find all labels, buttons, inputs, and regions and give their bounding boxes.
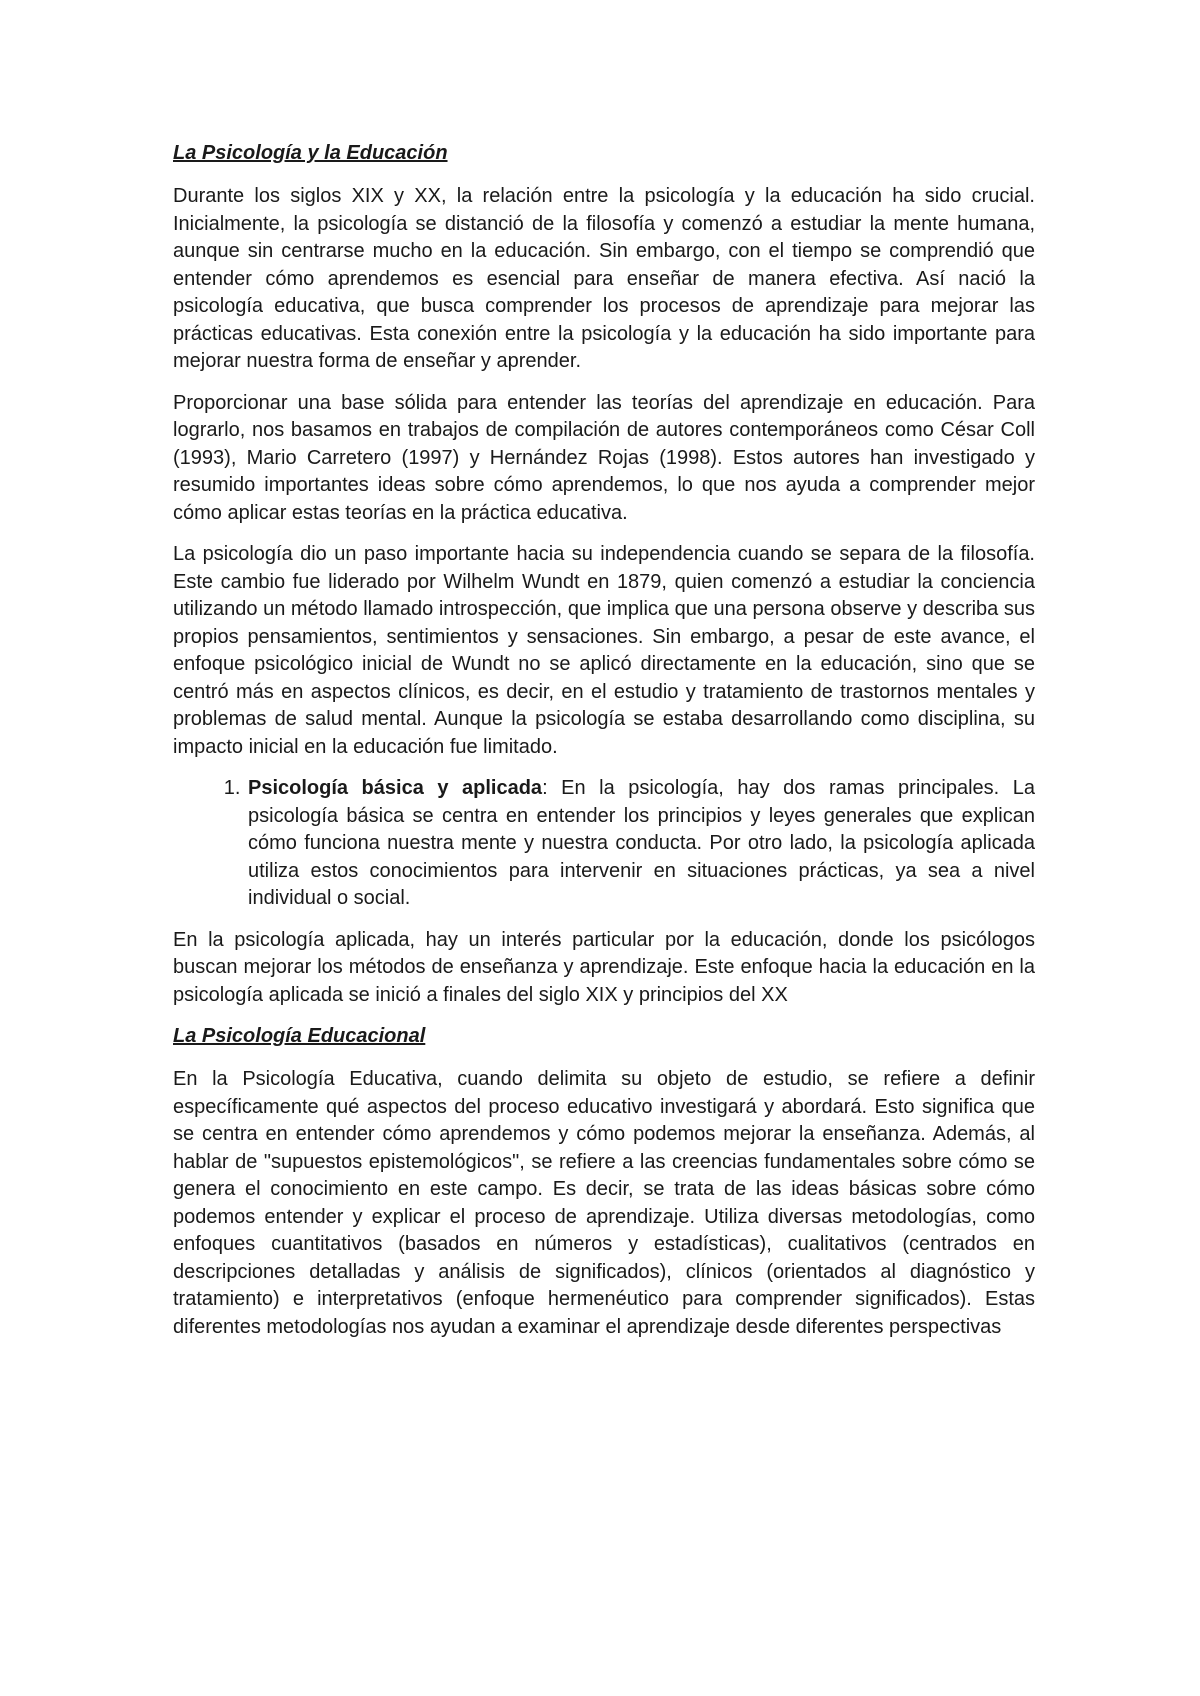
numbered-list — [173, 775, 1035, 913]
paragraph-base-solida: Proporcionar una base sólida para entender las teorías del aprendizaje en educación. Para lograrlo, nos basamos en trabajos de compilación de autores contemporáneos como César Coll (1993), Mario Carretero (1997) y Hernández Rojas (1998). Estos autores han investigado y resumido importantes ideas sobre cómo aprendemos, lo que nos ayuda a comprender mejor cómo aplicar estas teorías en la práctica educativa. — [173, 391, 1035, 524]
paragraph-intro: Durante los siglos XIX y XX, la relación entre la psicología y la educación ha sido crucial. Inicialmente, la psicología se distanció de la filosofía y comenzó a estudiar la mente humana, aunque sin centrarse mucho en la educación. Sin embargo, con el tiempo se comprendió que entender cómo aprendemos es esencial para enseñar de manera efectiva. Así nació la psicología educativa, que busca comprender los procesos de aprendizaje para mejorar las prácticas educativas. Esta conexión entre la psicología y la educación ha sido importante para mejorar nuestra forma de enseñar y aprender. — [173, 185, 1035, 372]
list-item-term: Psicología básica y aplicada — [248, 777, 543, 799]
list-item-text: : En la psicología, hay dos ramas principales. La psicología básica se centra en entender los principios y leyes generales que explican cómo funciona nuestra mente y nuestra conducta. Por otro lado, la psicología aplicada utiliza estos conocimientos para intervenir en situaciones prácticas, ya sea a nivel individual o social. — [248, 777, 1035, 909]
paragraph-psicologia-aplicada: En la psicología aplicada, hay un interés particular por la educación, donde los psicólogos buscan mejorar los métodos de enseñanza y aprendizaje. Este enfoque hacia la educación en la psicología aplicada se inició a finales del siglo XIX y principios del XX — [173, 928, 1035, 1006]
list-item — [246, 775, 1035, 913]
section-heading-psicologia-educacion: La Psicología y la Educación — [173, 142, 448, 164]
paragraph-psicologia-educativa: En la Psicología Educativa, cuando delimita su objeto de estudio, se refiere a definir específicamente qué aspectos del proceso educativo investigará y abordará. Esto significa que se centra en entender cómo aprendemos y cómo podemos mejorar la enseñanza. Además, al hablar de "supuestos epistemológicos", se refiere a las creencias fundamentales sobre cómo se genera el conocimiento en este campo. Es decir, se trata de las ideas básicas sobre cómo podemos entender y explicar el proceso de aprendizaje. Utiliza diversas metodologías, como enfoques cuantitativos (basados en números y estadísticas), cualitativos (centrados en descripciones detalladas y análisis de significados), clínicos (orientados al diagnóstico y tratamiento) e interpretativos (enfoque hermenéutico para comprender significados). Estas diferentes metodologías nos ayudan a examinar el aprendizaje desde diferentes perspectivas — [173, 1068, 1035, 1338]
section-heading-psicologia-educacional: La Psicología Educacional — [173, 1025, 426, 1047]
document-page — [173, 140, 1035, 1355]
paragraph-wundt: La psicología dio un paso importante hacia su independencia cuando se separa de la filosofía. Este cambio fue liderado por Wilhelm Wundt en 1879, quien comenzó a estudiar la conciencia utilizando un método llamado introspección, que implica que una persona observe y describa sus propios pensamientos, sentimientos y sensaciones. Sin embargo, a pesar de este avance, el enfoque psicológico inicial de Wundt no se aplicó directamente en la educación, sino que se centró más en aspectos clínicos, es decir, en el estudio y tratamiento de trastornos mentales y problemas de salud mental. Aunque la psicología se estaba desarrollando como disciplina, su impacto inicial en la educación fue limitado. — [173, 543, 1035, 758]
